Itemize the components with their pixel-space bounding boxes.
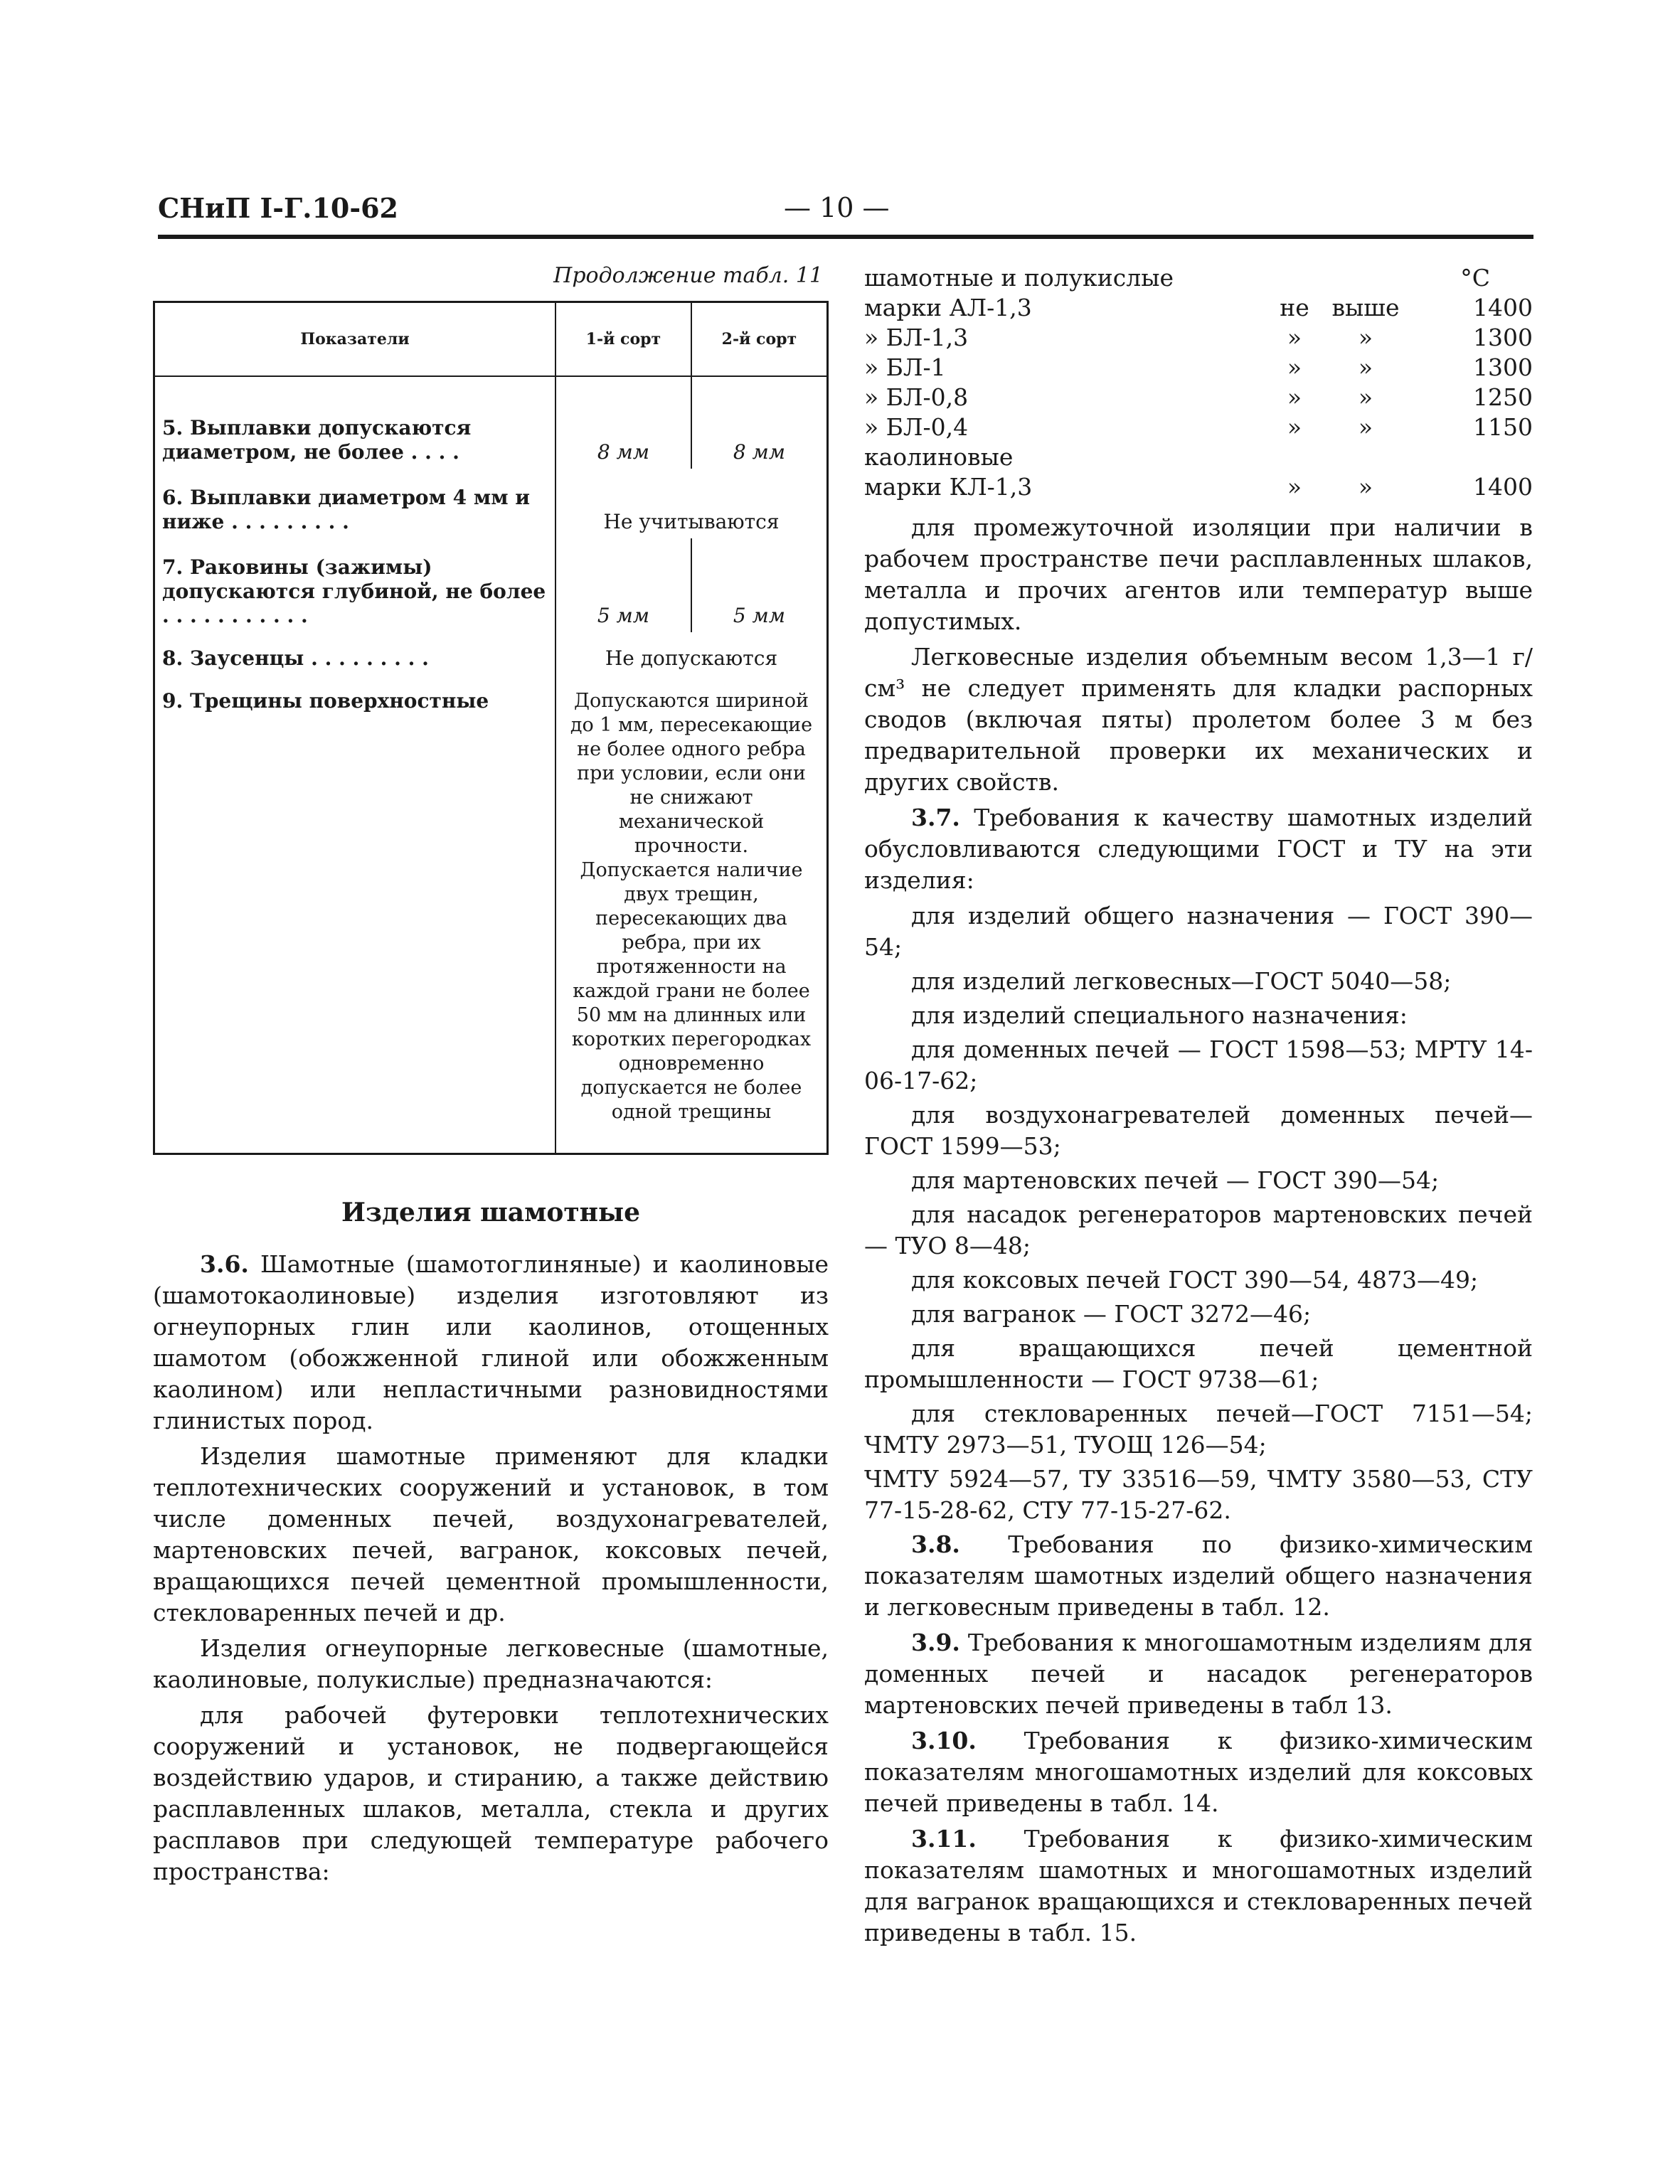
temps-row: марки КЛ-1,3 » » 1400 xyxy=(864,473,1533,501)
table-continuation-label: Продолжение табл. 11 xyxy=(553,263,823,288)
temps-label: марки КЛ-1,3 xyxy=(864,473,1033,501)
page-number: — 10 — xyxy=(784,192,890,223)
temps-value: 1400 xyxy=(1473,473,1533,501)
list-item: для стекловаренных печей—ГОСТ 7151—54; ЧМТУ 2973—51, ТУОЩ 126—54; xyxy=(864,1400,1533,1459)
temps-row: » БЛ-0,8 » » 1250 xyxy=(864,383,1533,411)
row-label: 9. Трещины поверхностные xyxy=(154,675,556,1154)
list-item: для воздухонагревателей доменных печей— ГОСТ 1599—53; xyxy=(864,1101,1533,1160)
header-indicators: Показатели xyxy=(154,302,556,377)
table-header-row xyxy=(154,302,828,377)
temps-unit: °С xyxy=(1460,264,1490,292)
temps-intro-row xyxy=(864,263,1533,293)
table-row xyxy=(154,675,828,1154)
temps-label: » БЛ-0,8 xyxy=(864,383,969,411)
paragraph-3-6: 3.6. Шамотные (шамотоглиняные) и каолиновые (шамотокаолиновые) изделия изготовляют из огнеупорных глин или каолинов, отощенных шамотом (обожженной глиной или обожженным каолином) или непластичными разновидностями глинистых пород. xyxy=(153,1250,829,1434)
paragraph-3-8: 3.8. Требования по физико-химическим показателям шамотных изделий общего назначения и легковесным приведены в табл. 12. xyxy=(864,1530,1533,1621)
standards-list xyxy=(864,900,1533,1526)
row-value-merged: Не допускаются xyxy=(555,632,828,675)
paragraph-insulation: для промежуточной изоляции при наличии в рабочем пространстве печи расплавленных шлаков, металла и прочих агентов или температур выше допустимых. xyxy=(864,513,1533,635)
row-value-note: Допускаются шириной до 1 мм, пересекающие не более одного ребра при условии, если они не снижают механической прочности. Допускается наличие двух трещин, пересекающих два ребра, при их протяженности на каждой грани не более 50 мм на длинных или коротких перегородках одновременно допускается не более одной трещины xyxy=(555,675,828,1154)
right-column xyxy=(864,263,1533,1953)
table-row xyxy=(154,376,828,469)
page-header xyxy=(158,192,1533,235)
row-label: 5. Выплавки допускаются диаметром, не более . . . . xyxy=(154,376,556,469)
temps-row: марки АЛ-1,3 не выше 1400 xyxy=(864,294,1533,321)
temps-row: » БЛ-0,4 » » 1150 xyxy=(864,413,1533,441)
list-item: для вращающихся печей цементной промышленности — ГОСТ 9738—61; xyxy=(864,1334,1533,1393)
paragraph-usage: Изделия шамотные применяют для кладки теплотехнических сооружений и установок, в том числе доменных печей, воздухонагревателей, мартеновских печей, вагранок, коксовых печей, вращающихся печей цементной промышленности, стекловаренных печей и др. xyxy=(153,1442,829,1626)
list-item: для вагранок — ГОСТ 3272—46; xyxy=(911,1300,1312,1328)
temps-value: 1150 xyxy=(1473,413,1533,441)
paragraph-lightweight-purpose: Изделия огнеупорные легковесные (шамотные, каолиновые, полукислые) предназначаются: xyxy=(153,1634,829,1693)
header-grade-1: 1-й сорт xyxy=(555,302,691,377)
table-row xyxy=(154,538,828,632)
temps-label: марки АЛ-1,3 xyxy=(864,294,1032,321)
temps-label: » БЛ-1,3 xyxy=(864,324,969,351)
temps-value: 1300 xyxy=(1473,324,1533,351)
temps-kaolin-intro: каолиновые xyxy=(864,443,1014,471)
temps-row: » БЛ-1,3 » » 1300 xyxy=(864,324,1533,351)
table-row xyxy=(154,469,828,538)
paragraph-3-11: 3.11. Требования к физико-химическим показателям шамотных и многошамотных изделий для вагранок вращающихся и стекловаренных печей приведены в табл. 15. xyxy=(864,1825,1533,1946)
paragraph-3-7: 3.7. Требования к качеству шамотных изделий обусловливаются следующими ГОСТ и ТУ на эти изделия: xyxy=(864,804,1533,894)
table-11 xyxy=(153,301,829,1155)
list-item: для изделий специального назначения: xyxy=(911,1001,1408,1029)
temps-row: » БЛ-1 » » 1300 xyxy=(864,353,1533,381)
list-item: для изделий легковесных—ГОСТ 5040—58; xyxy=(911,967,1452,995)
temps-value: 1250 xyxy=(1473,383,1533,411)
list-item: для изделий общего назначения — ГОСТ 390—54; xyxy=(864,902,1533,961)
row-value-grade-2: 8 мм xyxy=(691,376,828,469)
row-label: 8. Заусенцы . . . . . . . . . xyxy=(154,632,556,675)
row-value-merged: Не учитываются xyxy=(555,469,828,538)
paragraph-working-lining: для рабочей футеровки теплотехнических сооружений и установок, не подвергающейся воздействию ударов, и стиранию, а также действию расплавленных шлаков, металла, стекла и других расплавов при следующей температуре рабочего пространства: xyxy=(153,1701,829,1885)
temperature-table xyxy=(864,263,1533,502)
paragraph-lightweight-limits: Легковесные изделия объемным весом 1,3—1 г/см³ не следует применять для кладки распорных сводов (включая пяты) пролетом более 3 м без предварительной проверки их механических и других свойств. xyxy=(864,643,1533,796)
temps-label: » БЛ-0,4 xyxy=(864,413,969,441)
list-item: ЧМТУ 5924—57, ТУ 33516—59, ЧМТУ 3580—53, СТУ 77-15-28-62, СТУ 77-15-27-62. xyxy=(864,1465,1533,1524)
document-code: СНиП I-Г.10-62 xyxy=(158,192,398,224)
row-label: 7. Раковины (зажимы) допускаются глубиной, не более . . . . . . . . . . . xyxy=(154,538,556,632)
left-column xyxy=(153,263,829,1892)
row-value-grade-1: 5 мм xyxy=(555,538,691,632)
table-row xyxy=(154,632,828,675)
paragraph-3-9: 3.9. Требования к многошамотным изделиям для доменных печей и насадок регенераторов мартеновских печей приведены в табл 13. xyxy=(864,1629,1533,1719)
list-item: для коксовых печей ГОСТ 390—54, 4873—49; xyxy=(911,1266,1479,1294)
temps-kaolin-intro-row xyxy=(864,442,1533,472)
list-item: для мартеновских печей — ГОСТ 390—54; xyxy=(911,1166,1440,1194)
section-title: Изделия шамотные xyxy=(341,1198,641,1227)
list-item: для насадок регенераторов мартеновских печей — ТУО 8—48; xyxy=(864,1200,1533,1259)
row-value-grade-2: 5 мм xyxy=(691,538,828,632)
paragraph-3-10: 3.10. Требования к физико-химическим показателям многошамотных изделий для коксовых печей приведены в табл. 14. xyxy=(864,1727,1533,1817)
temps-value: 1400 xyxy=(1473,294,1533,321)
row-label: 6. Выплавки диаметром 4 мм и ниже . . . . . . . . . xyxy=(154,469,556,538)
list-item: для доменных печей — ГОСТ 1598—53; МРТУ 14-06-17-62; xyxy=(864,1035,1533,1094)
temps-value: 1300 xyxy=(1473,353,1533,381)
temps-label: » БЛ-1 xyxy=(864,353,946,381)
header-grade-2: 2-й сорт xyxy=(691,302,828,377)
row-value-grade-1: 8 мм xyxy=(555,376,691,469)
header-rule xyxy=(158,235,1533,239)
temps-intro: шамотные и полукислые xyxy=(864,264,1174,292)
